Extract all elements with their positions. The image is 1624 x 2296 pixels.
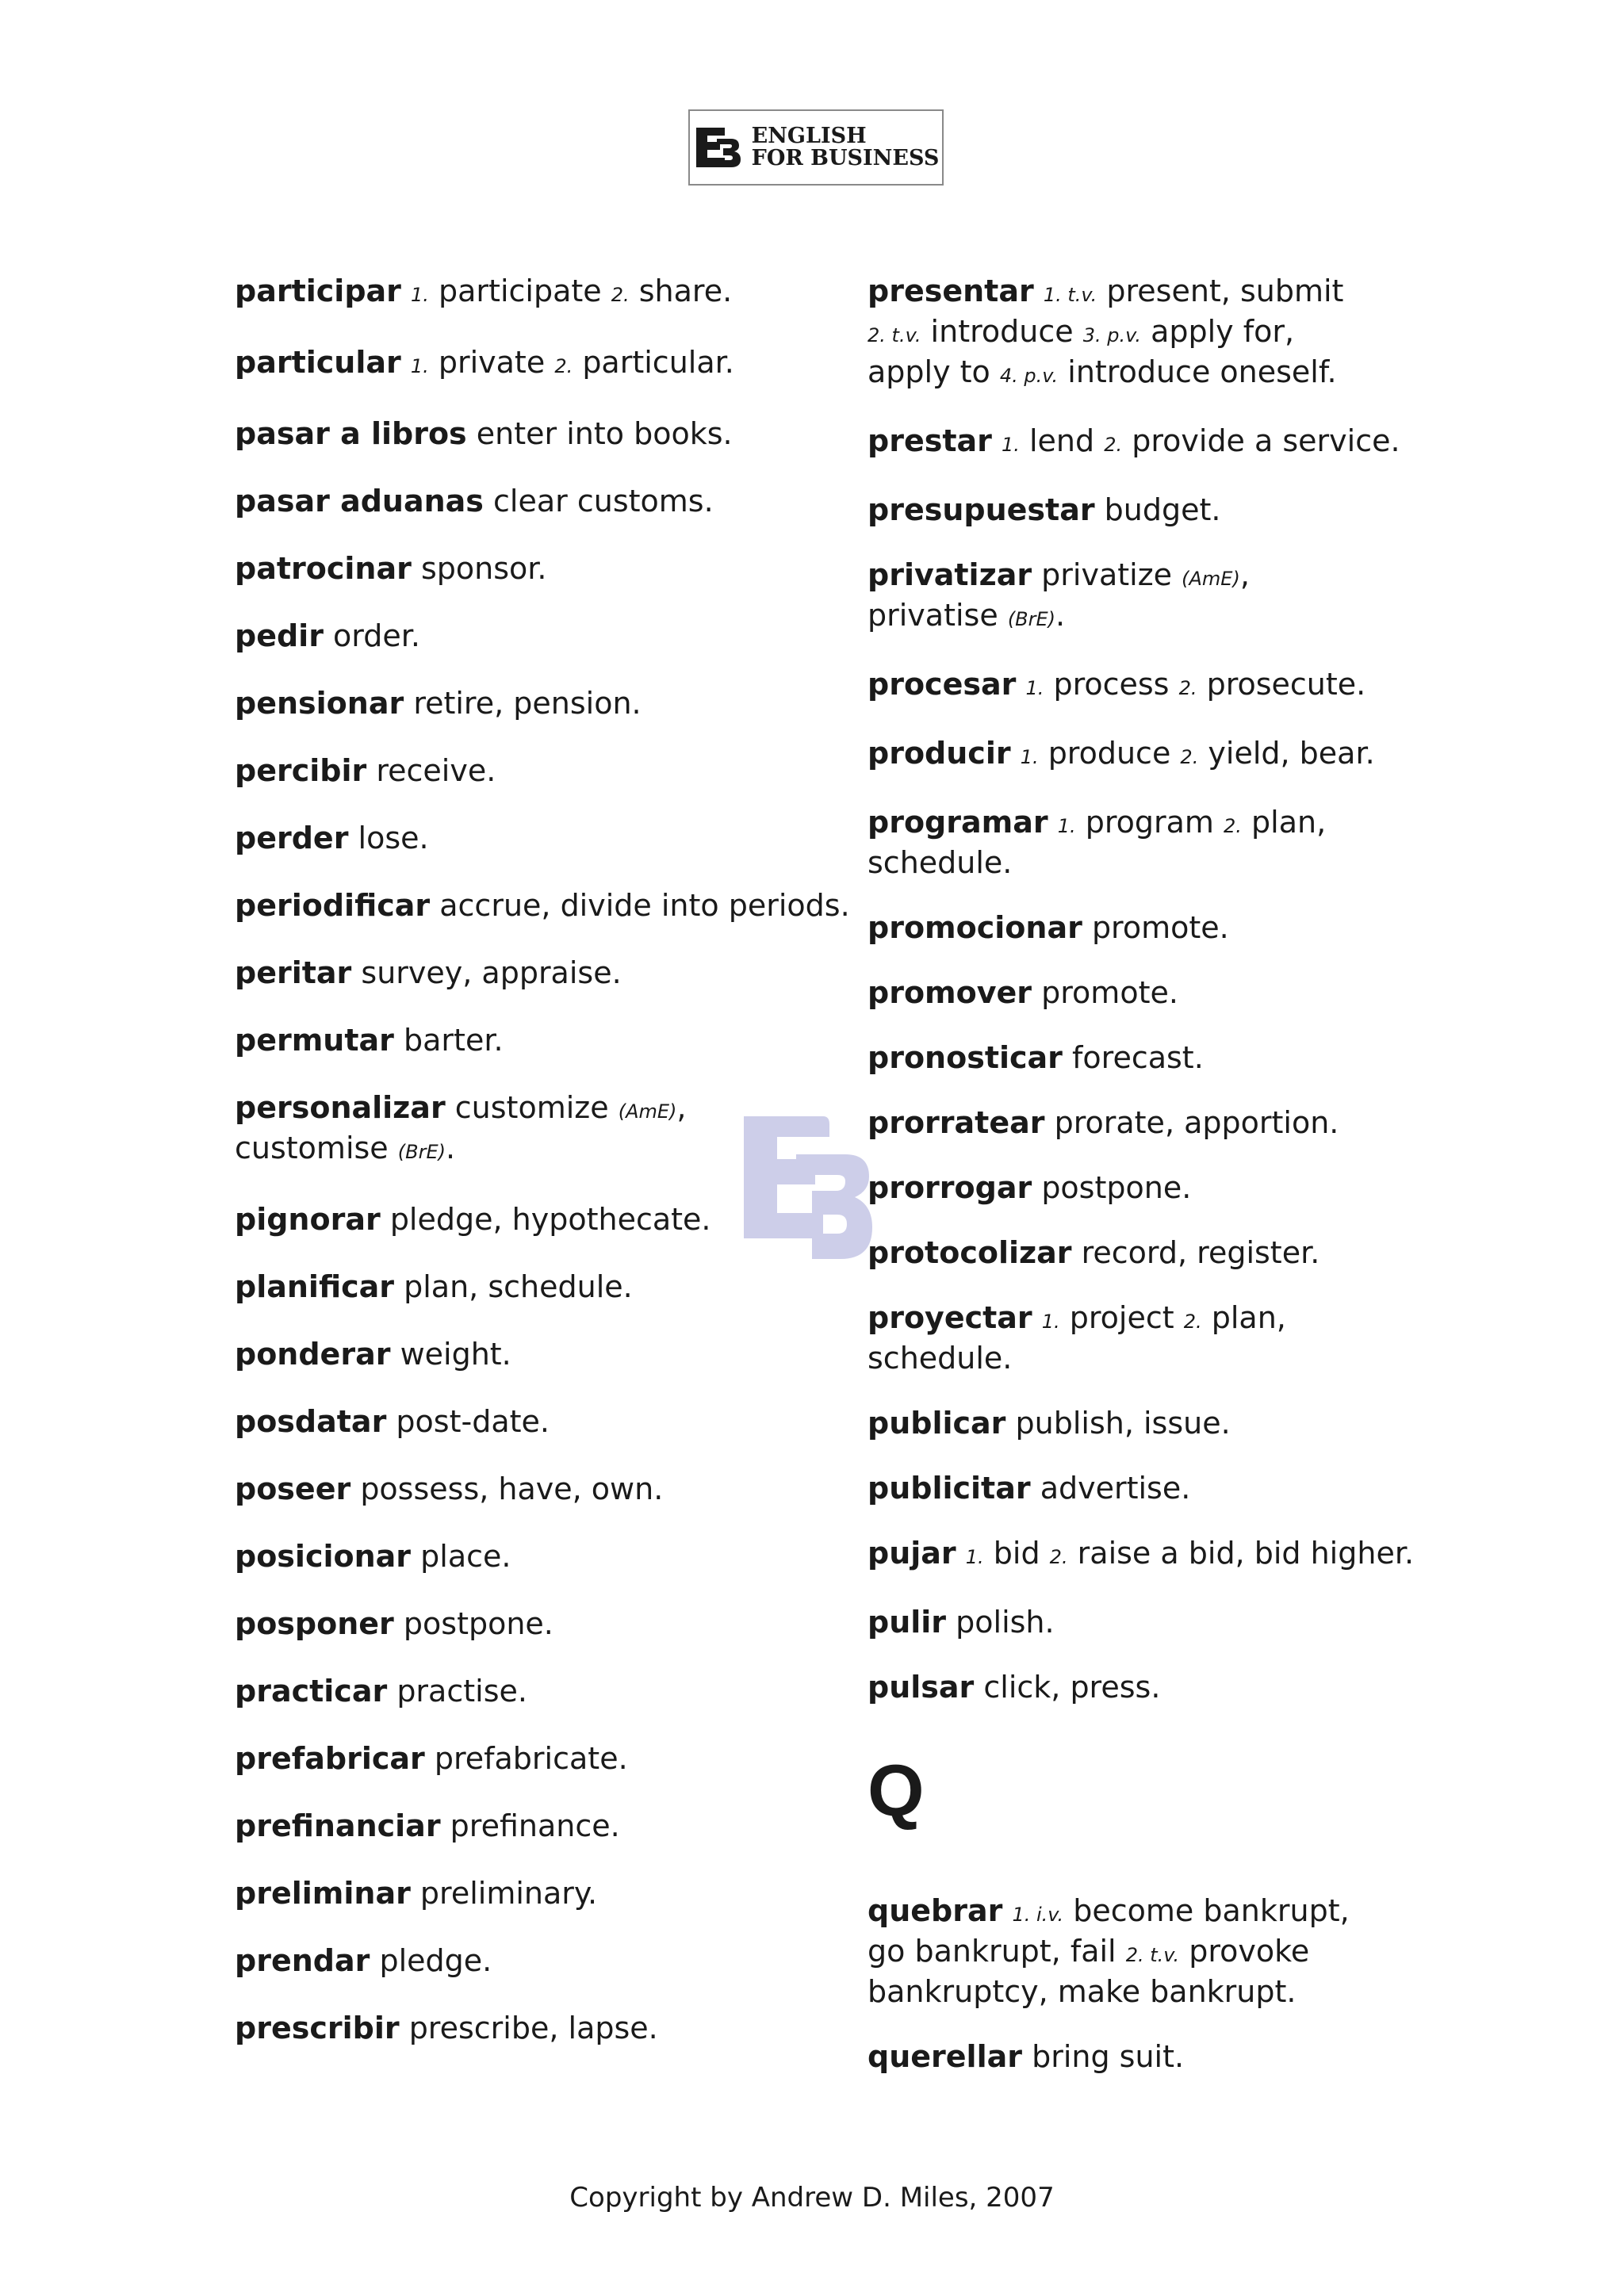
entry-translation: bring suit. (1032, 2039, 1185, 2074)
entry-headword: prorratear (868, 1105, 1045, 1140)
logo-line-1: ENGLISH (751, 124, 867, 148)
entry-headword: percibir (235, 753, 367, 788)
dictionary-entry (235, 1403, 885, 1440)
entry-translation: prorate, apportion. (1054, 1105, 1339, 1140)
entry-translation: barter. (404, 1023, 504, 1058)
sense-marker: 1. (1025, 677, 1044, 699)
dictionary-entry (868, 557, 1518, 637)
dictionary-entry (235, 2010, 885, 2046)
entry-translation: place. (420, 1539, 511, 1574)
entry-translation: , (676, 1090, 687, 1125)
entry-translation: customise (235, 1131, 389, 1165)
entry-translation: prefabricate. (434, 1741, 628, 1776)
entry-translation: forecast. (1072, 1040, 1204, 1075)
dictionary-entry (868, 1234, 1518, 1271)
dictionary-entry (868, 273, 1518, 394)
entry-translation: plan, (1251, 805, 1327, 840)
dictionary-entry (868, 1299, 1518, 1376)
entry-headword: peritar (235, 955, 352, 990)
sense-marker: (AmE) (1182, 568, 1240, 590)
q-entries (868, 1892, 1518, 2075)
sense-marker: 3. p.v. (1082, 324, 1141, 346)
entry-translation: possess, have, own. (360, 1471, 664, 1506)
entry-headword: particular (235, 345, 401, 380)
dictionary-entry (235, 752, 885, 789)
sense-marker: 1. (411, 284, 429, 306)
sense-marker: 2. (554, 355, 573, 377)
entry-translation: sponsor. (420, 551, 547, 586)
dictionary-entry (868, 1104, 1518, 1141)
sense-marker: 2. (1224, 815, 1242, 837)
sense-marker: 1. (1057, 815, 1076, 837)
entry-translation: retire, pension. (413, 686, 642, 721)
entry-headword: querellar (868, 2039, 1022, 2074)
entry-headword: programar (868, 805, 1048, 840)
entry-translation: become bankrupt, (1073, 1893, 1350, 1928)
sense-marker: 2. (1104, 434, 1123, 456)
dictionary-entry (868, 492, 1518, 528)
dictionary-entry (235, 550, 885, 587)
entry-translation: pledge, hypothecate. (389, 1202, 711, 1237)
dictionary-entry (235, 344, 885, 385)
entry-translation: customize (454, 1090, 609, 1125)
entry-translation: provoke (1189, 1934, 1310, 1969)
entry-headword: pasar aduanas (235, 484, 484, 519)
dictionary-entry (235, 415, 885, 452)
sense-marker: 1. (1041, 1311, 1060, 1333)
sense-marker: 1. i.v. (1012, 1904, 1064, 1926)
entry-translation: provide a service. (1132, 423, 1400, 458)
dictionary-entry (235, 1673, 885, 1709)
entry-headword: pujar (868, 1536, 956, 1571)
entry-headword: planificar (235, 1269, 395, 1304)
entry-headword: prestar (868, 423, 992, 458)
entry-translation: record, register. (1081, 1235, 1320, 1270)
entry-headword: quebrar (868, 1893, 1003, 1928)
dictionary-entry (235, 1538, 885, 1575)
sense-marker: 2. (611, 284, 630, 306)
right-entries (868, 273, 1518, 1705)
entry-translation: budget. (1104, 492, 1221, 527)
entry-translation: receive. (376, 753, 496, 788)
entry-headword: perder (235, 821, 349, 855)
entry-headword: participar (235, 274, 401, 308)
entry-translation: publish, issue. (1015, 1406, 1231, 1441)
entry-headword: presupuestar (868, 492, 1095, 527)
entry-translation: advertise. (1040, 1471, 1191, 1506)
entry-translation: accrue, divide into periods. (439, 888, 850, 923)
entry-headword: prefabricar (235, 1741, 425, 1776)
entry-headword: ponderar (235, 1337, 391, 1372)
entry-translation: prescribe, lapse. (408, 2011, 658, 2045)
entry-translation: prosecute. (1206, 667, 1366, 702)
dictionary-entry (868, 1470, 1518, 1506)
entry-headword: practicar (235, 1674, 388, 1709)
entry-translation: introduce (930, 314, 1074, 349)
dictionary-entry (868, 974, 1518, 1011)
entry-headword: periodificar (235, 888, 431, 923)
entry-headword: promocionar (868, 910, 1082, 945)
entry-headword: posicionar (235, 1539, 412, 1574)
dictionary-entry (235, 1808, 885, 1844)
dictionary-entry (235, 887, 885, 924)
entry-headword: preliminar (235, 1876, 411, 1911)
dictionary-entry (235, 955, 885, 991)
entry-translation: apply for, (1151, 314, 1295, 349)
dictionary-entry (235, 1201, 885, 1238)
entry-headword: prefinanciar (235, 1808, 441, 1843)
entry-translation: participate (439, 274, 602, 308)
entry-headword: producir (868, 736, 1011, 771)
entry-translation: privatise (868, 598, 998, 633)
sense-marker: 2. (1180, 746, 1199, 768)
entry-translation: apply to (868, 354, 990, 389)
dictionary-entry (235, 1089, 885, 1170)
entry-translation: post-date. (396, 1404, 550, 1439)
entry-translation: . (1055, 598, 1066, 633)
entry-translation: plan, schedule. (404, 1269, 633, 1304)
entry-translation: order. (333, 618, 420, 653)
dictionary-entry (235, 1269, 885, 1305)
eb-logo-icon (693, 123, 742, 172)
entry-translation: process (1053, 667, 1170, 702)
entry-headword: personalizar (235, 1090, 446, 1125)
dictionary-entry (235, 483, 885, 519)
dictionary-entry (235, 685, 885, 721)
entry-translation: program (1085, 805, 1214, 840)
dictionary-entry (868, 909, 1518, 946)
dictionary-entry (235, 1336, 885, 1372)
sense-marker: (BrE) (1007, 608, 1056, 630)
sense-marker: 2. (1049, 1546, 1068, 1568)
sense-marker: 1. (410, 355, 429, 377)
dictionary-entry (235, 1471, 885, 1507)
entry-headword: patrocinar (235, 551, 412, 586)
entry-translation: private (438, 345, 546, 380)
footer-copyright: Copyright by Andrew D. Miles, 2007 (569, 2182, 1055, 2214)
sense-marker: 1. (1020, 746, 1039, 768)
dictionary-entry (868, 1535, 1518, 1575)
entry-headword: prendar (235, 1943, 370, 1978)
entry-translation: , (1239, 557, 1250, 592)
dictionary-entry (235, 1022, 885, 1058)
entry-translation: practise. (396, 1674, 527, 1709)
dictionary-entry (868, 804, 1518, 881)
entry-headword: poseer (235, 1471, 351, 1506)
entry-translation: prefinance. (450, 1808, 620, 1843)
entry-translation: present, submit (1106, 274, 1344, 308)
sense-marker: 2. t.v. (1125, 1944, 1180, 1966)
sense-marker: 2. (1183, 1311, 1202, 1333)
entry-headword: protocolizar (868, 1235, 1072, 1270)
entry-headword: prescribir (235, 2011, 400, 2045)
entry-translation: postpone. (403, 1606, 553, 1641)
entry-headword: presentar (868, 274, 1034, 308)
entry-headword: pronosticar (868, 1040, 1063, 1075)
entry-translation: raise a bid, bid higher. (1077, 1536, 1415, 1571)
entry-translation: click, press. (983, 1670, 1161, 1705)
entry-headword: publicitar (868, 1471, 1031, 1506)
publisher-logo (688, 109, 944, 186)
entry-translation: share. (638, 274, 733, 308)
entry-translation: schedule. (868, 1341, 1013, 1376)
entry-headword: pulir (868, 1605, 947, 1640)
entry-headword: promover (868, 975, 1032, 1010)
entry-headword: proyectar (868, 1300, 1032, 1335)
sense-marker: 4. p.v. (999, 365, 1059, 387)
entry-translation: enter into books. (476, 416, 733, 451)
dictionary-entry (235, 1605, 885, 1642)
entry-translation: introduce oneself. (1067, 354, 1337, 389)
entry-translation: pledge. (379, 1943, 492, 1978)
dictionary-entry (868, 1169, 1518, 1206)
entry-headword: posponer (235, 1606, 394, 1641)
dictionary-entry (868, 1039, 1518, 1076)
dictionary-entry (235, 1942, 885, 1979)
dictionary-entry (235, 1740, 885, 1777)
entry-translation: clear customs. (493, 484, 714, 519)
sense-marker: 1. (965, 1546, 984, 1568)
dictionary-entry (235, 273, 885, 313)
entry-headword: pedir (235, 618, 324, 653)
section-letter: Q (868, 1751, 925, 1831)
entry-translation: schedule. (868, 845, 1013, 880)
entry-translation: preliminary. (419, 1876, 598, 1911)
dictionary-entry (868, 735, 1518, 775)
entry-translation: privatize (1041, 557, 1173, 592)
entry-translation: go bankrupt, fail (868, 1934, 1116, 1969)
entry-translation: project (1069, 1300, 1174, 1335)
entry-translation: promote. (1091, 910, 1229, 945)
entry-translation: yield, bear. (1208, 736, 1375, 771)
sense-marker: 2. (1178, 677, 1197, 699)
dictionary-entry (868, 1892, 1518, 2010)
entry-headword: pasar a libros (235, 416, 467, 451)
sense-marker: (AmE) (618, 1100, 677, 1123)
dictionary-entry (868, 666, 1518, 706)
right-column (868, 273, 1518, 2103)
entry-translation: weight. (400, 1337, 511, 1372)
dictionary-entry (868, 423, 1518, 463)
entry-headword: pignorar (235, 1202, 381, 1237)
sense-marker: (BrE) (397, 1141, 446, 1163)
entry-translation: bid (993, 1536, 1040, 1571)
entry-translation: promote. (1041, 975, 1178, 1010)
sense-marker: 1. t.v. (1043, 284, 1097, 306)
entry-translation: bankruptcy, make bankrupt. (868, 1974, 1297, 2009)
entry-headword: pensionar (235, 686, 404, 721)
entry-translation: polish. (956, 1605, 1055, 1640)
entry-translation: plan, (1211, 1300, 1286, 1335)
dictionary-entry (868, 2038, 1518, 2075)
entry-headword: posdatar (235, 1404, 387, 1439)
entry-translation: lose. (358, 821, 429, 855)
entry-headword: prorrogar (868, 1170, 1032, 1205)
sense-marker: 1. (1001, 434, 1020, 456)
sense-marker: 2. t.v. (868, 324, 921, 346)
entry-translation: survey, appraise. (361, 955, 622, 990)
dictionary-entry (868, 1604, 1518, 1640)
dictionary-entry (868, 1669, 1518, 1705)
entry-headword: procesar (868, 667, 1017, 702)
entry-headword: publicar (868, 1406, 1006, 1441)
entry-headword: pulsar (868, 1670, 975, 1705)
entry-translation: produce (1048, 736, 1171, 771)
entry-translation: particular. (582, 345, 734, 380)
logo-line-2: FOR BUSINESS (751, 146, 940, 170)
entry-headword: privatizar (868, 557, 1032, 592)
dictionary-entry (868, 1405, 1518, 1441)
dictionary-entry (235, 820, 885, 856)
left-column (235, 273, 885, 2077)
entry-translation: . (446, 1131, 456, 1165)
entry-translation: lend (1028, 423, 1095, 458)
dictionary-entry (235, 1875, 885, 1911)
entry-headword: permutar (235, 1023, 394, 1058)
entry-translation: postpone. (1041, 1170, 1192, 1205)
dictionary-entry (235, 618, 885, 654)
